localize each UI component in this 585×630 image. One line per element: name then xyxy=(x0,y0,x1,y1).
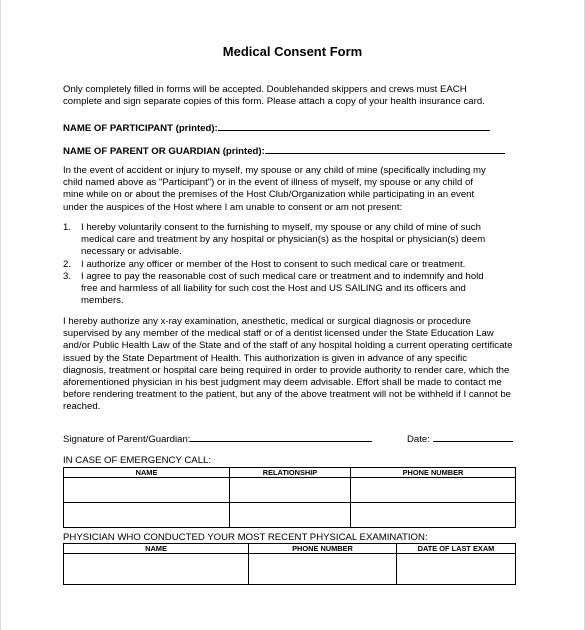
paragraph-line: aforementioned physician in his best judgment may deem advisable. Effort shall be made to contact me xyxy=(63,377,502,389)
column-header: NAME xyxy=(64,544,249,554)
signature-row xyxy=(63,431,523,446)
paragraph-line: before rendering treatment to the patient, but any of the above treatment will not be withheld if I cannot be xyxy=(63,389,511,401)
date-field xyxy=(407,431,513,446)
paragraph-line: In the event of accident or injury to myself, my spouse or any child of mine (specifically including my xyxy=(63,165,486,176)
table-cell[interactable] xyxy=(64,503,230,528)
table-row xyxy=(64,554,516,585)
item-number: 3. xyxy=(63,270,72,282)
form-title: Medical Consent Form xyxy=(222,44,363,59)
signature-line[interactable] xyxy=(190,431,372,442)
table-cell[interactable] xyxy=(397,554,516,585)
paragraph-line: under the auspices of the Host where I am unable to consent or am not present: xyxy=(63,201,403,213)
table-cell[interactable] xyxy=(64,478,230,503)
intro-line: complete and sign separate copies of this form. Please attach a copy of your health insurance card. xyxy=(63,96,485,108)
table-cell[interactable] xyxy=(351,503,516,528)
paragraph-line: I hereby authorize any x-ray examination, anesthetic, medical or surgical diagnosis or procedure xyxy=(63,316,471,327)
item-line: medical care and treatment by any hospital or physician(s) as the hospital or physician(s) deem xyxy=(81,234,486,246)
emergency-contacts-table xyxy=(63,467,516,528)
intro-paragraph xyxy=(63,84,533,108)
item-number: 2. xyxy=(63,258,72,270)
participant-name-line[interactable] xyxy=(218,120,490,131)
paragraph-line: and/or Public Health Law of the State and of the staff of any hospital holding a current operating certificate xyxy=(63,340,513,352)
column-header: RELATIONSHIP xyxy=(230,468,351,478)
emergency-heading: IN CASE OF EMERGENCY CALL: xyxy=(63,455,212,466)
item-line: I authorize any officer or member of the Host to consent to such medical care or treatment. xyxy=(81,258,466,270)
paragraph-line: diagnosis, treatment or hospital care being required in order to provide authority to render care, which the xyxy=(63,364,510,376)
paragraph-line: child named above as "Participant") or in the event of illness of myself, my spouse or any child of xyxy=(63,177,473,189)
table-row xyxy=(64,478,516,503)
table-header-row xyxy=(64,544,516,554)
item-line: members. xyxy=(81,295,124,307)
signature-label: Signature of Parent/Guardian: xyxy=(63,434,191,445)
table-cell[interactable] xyxy=(64,554,249,585)
column-header: PHONE NUMBER xyxy=(351,468,516,478)
physician-table xyxy=(63,543,516,585)
consent-item xyxy=(63,222,533,259)
table-row xyxy=(64,503,516,528)
physician-heading: PHYSICIAN WHO CONDUCTED YOUR MOST RECENT PHYSICAL EXAMINATION: xyxy=(63,532,428,543)
column-header: DATE OF LAST EXAM xyxy=(397,544,516,554)
column-header: NAME xyxy=(64,468,230,478)
item-number: 1. xyxy=(63,222,72,233)
table-cell[interactable] xyxy=(249,554,397,585)
table-cell[interactable] xyxy=(230,478,351,503)
guardian-name-line[interactable] xyxy=(265,143,505,154)
item-line: free and harmless of all liability for such cost the Host and US SAILING and its officers and xyxy=(81,283,466,295)
date-line[interactable] xyxy=(433,431,513,442)
paragraph-line: mine while on or about the premises of the Host Club/Organization while participating in an event xyxy=(63,189,475,201)
guardian-field[interactable] xyxy=(63,143,533,158)
participant-field[interactable] xyxy=(63,120,533,135)
intro-line: Only completely filled in forms will be accepted. Doublehanded skippers and crews must EACH xyxy=(63,84,467,95)
table-cell[interactable] xyxy=(351,478,516,503)
consent-list xyxy=(63,222,533,307)
item-line: I hereby voluntarily consent to the furnishing to myself, my spouse or any child of mine of such xyxy=(81,222,481,233)
table-header-row xyxy=(64,468,516,478)
participant-label: NAME OF PARTICIPANT (printed): xyxy=(63,123,218,134)
item-line: necessary or advisable. xyxy=(81,246,182,258)
paragraph-line: issued by the State Department of Health. This authorization is given in advance of any specific xyxy=(63,352,468,364)
table-cell[interactable] xyxy=(230,503,351,528)
paragraph-line: reached. xyxy=(63,401,101,413)
date-label: Date: xyxy=(407,434,430,445)
paragraph-line: supervised by any member of the medical staff or of a dentist licensed under the State Education Law xyxy=(63,328,494,340)
guardian-label: NAME OF PARENT OR GUARDIAN (printed): xyxy=(63,146,265,157)
consent-item xyxy=(63,259,533,271)
item-line: I agree to pay the reasonable cost of such medical care or treatment and to indemnify and hold xyxy=(81,270,484,282)
accident-paragraph xyxy=(63,165,533,214)
consent-item xyxy=(63,271,533,308)
column-header: PHONE NUMBER xyxy=(249,544,397,554)
authorization-paragraph xyxy=(63,316,533,414)
